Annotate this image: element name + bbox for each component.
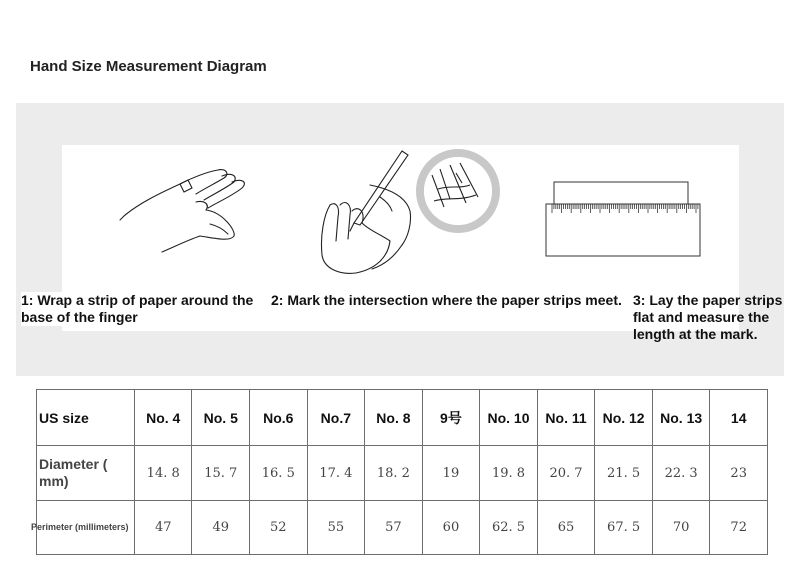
size-cell: No.6 [250, 390, 308, 446]
size-cell: No.7 [307, 390, 365, 446]
perimeter-header-label: Perimeter (millimeters) [31, 522, 129, 532]
diameter-row [37, 446, 768, 501]
size-cell: No. 8 [365, 390, 423, 446]
us-size-header: US size [37, 390, 135, 446]
step-3-text: 3: Lay the paper strips flat and measure the length at the mark. [633, 292, 783, 342]
size-table [31, 389, 768, 553]
perimeter-row [37, 501, 768, 555]
perimeter-cell: 67. 5 [595, 501, 653, 555]
size-cell: 9号 [422, 390, 480, 446]
magnifier-circle [420, 153, 496, 229]
size-cell: No. 11 [537, 390, 595, 446]
diameter-cell: 23 [710, 446, 768, 501]
diameter-cell: 19 [422, 446, 480, 501]
diameter-cell: 18. 2 [365, 446, 423, 501]
size-cell: No. 13 [652, 390, 710, 446]
ruler-illustration [544, 180, 704, 260]
step-2-text: 2: Mark the intersection where the paper strips meet. [271, 292, 641, 309]
perimeter-cell: 55 [307, 501, 365, 555]
diameter-cell: 17. 4 [307, 446, 365, 501]
mark-intersection-illustration [310, 145, 510, 275]
perimeter-cell: 57 [365, 501, 423, 555]
hand-wrap-illustration [118, 160, 268, 260]
diameter-cell: 20. 7 [537, 446, 595, 501]
step-1-text: 1: Wrap a strip of paper around the base of the finger [21, 292, 266, 326]
diameter-header: Diameter ( mm) [37, 446, 135, 501]
perimeter-cell: 72 [710, 501, 768, 555]
perimeter-cell: 65 [537, 501, 595, 555]
diameter-cell: 14. 8 [134, 446, 192, 501]
diameter-cell: 19. 8 [480, 446, 538, 501]
size-cell: No. 10 [480, 390, 538, 446]
diameter-cell: 16. 5 [250, 446, 308, 501]
size-cell: No. 12 [595, 390, 653, 446]
diameter-cell: 22. 3 [652, 446, 710, 501]
perimeter-cell: 70 [652, 501, 710, 555]
size-cell: 14 [710, 390, 768, 446]
page-title: Hand Size Measurement Diagram [30, 58, 267, 75]
perimeter-cell: 49 [192, 501, 250, 555]
diameter-cell: 15. 7 [192, 446, 250, 501]
us-size-row [37, 390, 768, 446]
perimeter-cell: 47 [134, 501, 192, 555]
perimeter-header [31, 501, 135, 555]
size-cell: No. 4 [134, 390, 192, 446]
diameter-cell: 21. 5 [595, 446, 653, 501]
perimeter-cell: 60 [422, 501, 480, 555]
size-cell: No. 5 [192, 390, 250, 446]
perimeter-cell: 52 [250, 501, 308, 555]
perimeter-cell: 62. 5 [480, 501, 538, 555]
